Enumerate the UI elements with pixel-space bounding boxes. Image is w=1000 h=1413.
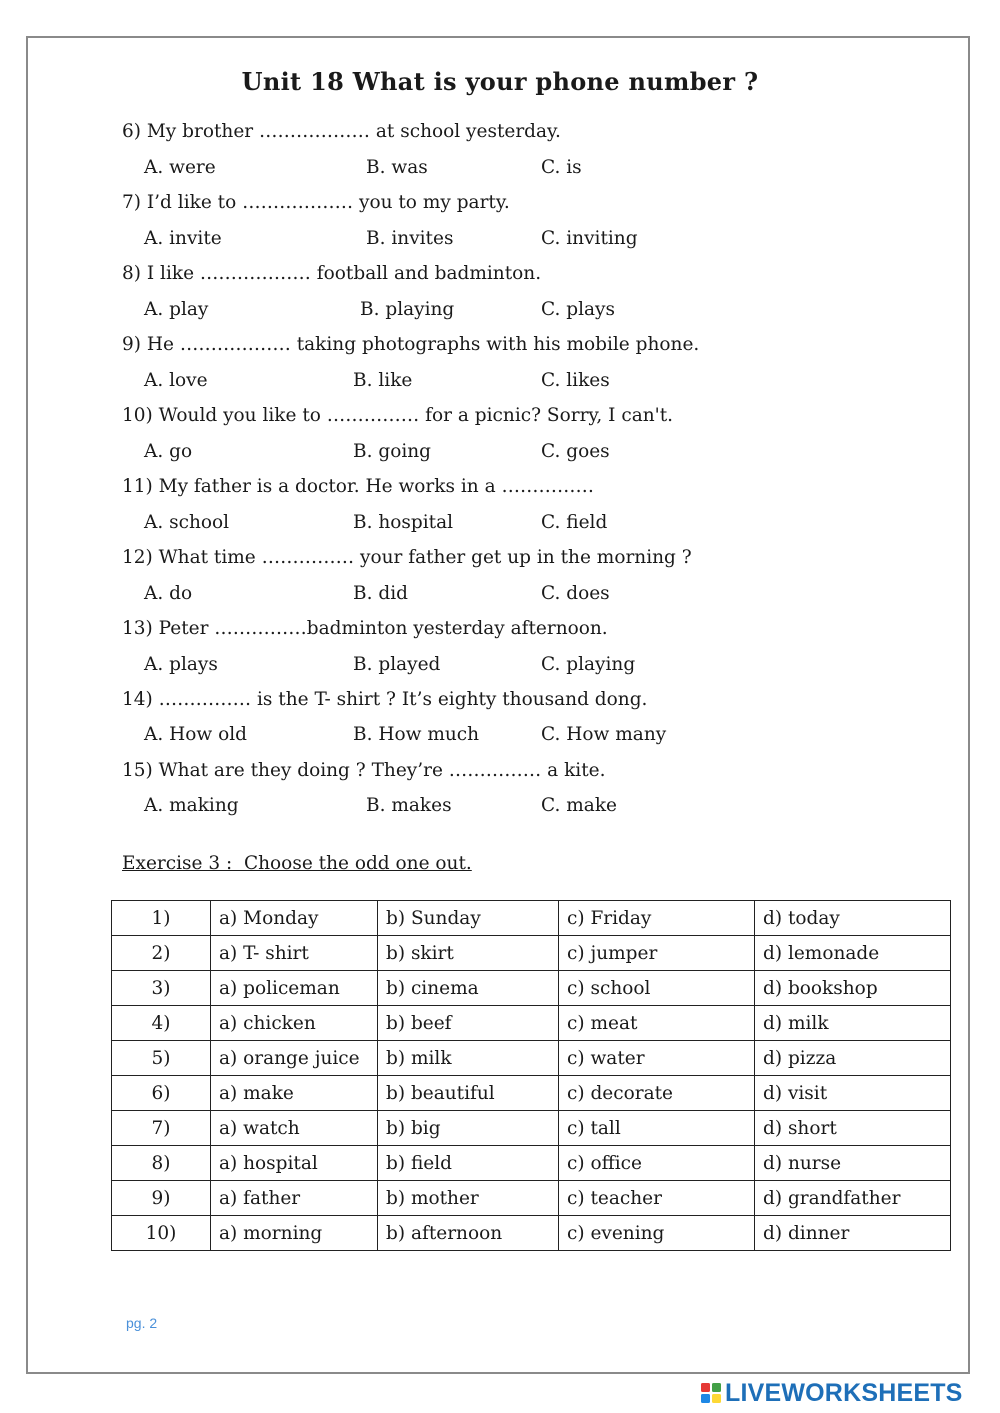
table-row (112, 1076, 951, 1111)
choice-c[interactable]: c) decorate (559, 1076, 755, 1111)
choice-b[interactable]: b) beautiful (378, 1076, 559, 1111)
choice-a[interactable]: a) hospital (211, 1146, 378, 1181)
option-c[interactable]: C. playing (541, 654, 636, 675)
option-b[interactable]: B. played (353, 654, 441, 675)
option-a[interactable]: A. plays (144, 654, 218, 675)
option-a[interactable]: A. were (144, 157, 216, 178)
option-c[interactable]: C. goes (541, 441, 610, 462)
option-b[interactable]: B. hospital (353, 512, 454, 533)
exercise-3-heading: Exercise 3 : Choose the odd one out. (122, 853, 472, 874)
row-number: 4) (112, 1006, 211, 1041)
option-b[interactable]: B. was (366, 157, 428, 178)
choice-a[interactable]: a) father (211, 1181, 378, 1216)
question-stem: 15) What are they doing ? They’re …………… a kite. (122, 760, 606, 781)
choice-d[interactable]: d) bookshop (755, 971, 951, 1006)
row-number: 5) (112, 1041, 211, 1076)
option-c[interactable]: C. plays (541, 299, 615, 320)
choice-c[interactable]: c) office (559, 1146, 755, 1181)
choice-a[interactable]: a) morning (211, 1216, 378, 1251)
choice-b[interactable]: b) cinema (378, 971, 559, 1006)
option-c[interactable]: C. field (541, 512, 608, 533)
brand-name: LIVEWORKSHEETS (725, 1378, 963, 1407)
choice-b[interactable]: b) beef (378, 1006, 559, 1041)
choice-a[interactable]: a) policeman (211, 971, 378, 1006)
option-c[interactable]: C. make (541, 795, 617, 816)
table-row (112, 1006, 951, 1041)
option-b[interactable]: B. going (353, 441, 432, 462)
table-row (112, 1111, 951, 1146)
row-number: 10) (112, 1216, 211, 1251)
question-stem: 6) My brother ……………… at school yesterday. (122, 121, 561, 142)
option-b[interactable]: B. How much (353, 724, 480, 745)
table-row (112, 1181, 951, 1216)
table-row (112, 1146, 951, 1181)
table-row (112, 1041, 951, 1076)
choice-d[interactable]: d) grandfather (755, 1181, 951, 1216)
choice-d[interactable]: d) dinner (755, 1216, 951, 1251)
question-stem: 13) Peter ……………badminton yesterday afternoon. (122, 618, 608, 639)
option-c[interactable]: C. likes (541, 370, 610, 391)
choice-a[interactable]: a) make (211, 1076, 378, 1111)
choice-d[interactable]: d) today (755, 901, 951, 936)
choice-b[interactable]: b) mother (378, 1181, 559, 1216)
option-c[interactable]: C. How many (541, 724, 667, 745)
choice-d[interactable]: d) nurse (755, 1146, 951, 1181)
question-stem: 11) My father is a doctor. He works in a …………… (122, 476, 594, 497)
choice-b[interactable]: b) field (378, 1146, 559, 1181)
choice-b[interactable]: b) Sunday (378, 901, 559, 936)
choice-c[interactable]: c) meat (559, 1006, 755, 1041)
question-stem: 8) I like ……………… football and badminton. (122, 263, 542, 284)
choice-d[interactable]: d) pizza (755, 1041, 951, 1076)
table-row (112, 1216, 951, 1251)
question-stem: 9) He ……………… taking photographs with his mobile phone. (122, 334, 700, 355)
page-number: pg. 2 (126, 1315, 158, 1331)
choice-d[interactable]: d) milk (755, 1006, 951, 1041)
row-number: 2) (112, 936, 211, 971)
choice-c[interactable]: c) teacher (559, 1181, 755, 1216)
option-c[interactable]: C. does (541, 583, 610, 604)
row-number: 6) (112, 1076, 211, 1111)
row-number: 9) (112, 1181, 211, 1216)
choice-d[interactable]: d) short (755, 1111, 951, 1146)
choice-b[interactable]: b) skirt (378, 936, 559, 971)
table-row (112, 901, 951, 936)
odd-one-out-table (111, 900, 951, 1251)
option-a[interactable]: A. play (144, 299, 209, 320)
question-stem: 7) I’d like to ……………… you to my party. (122, 192, 510, 213)
choice-c[interactable]: c) Friday (559, 901, 755, 936)
option-c[interactable]: C. is (541, 157, 582, 178)
option-a[interactable]: A. How old (144, 724, 248, 745)
row-number: 1) (112, 901, 211, 936)
option-a[interactable]: A. invite (144, 228, 222, 249)
choice-c[interactable]: c) water (559, 1041, 755, 1076)
choice-a[interactable]: a) watch (211, 1111, 378, 1146)
liveworksheets-logo-icon (700, 1382, 722, 1404)
option-b[interactable]: B. like (353, 370, 413, 391)
option-a[interactable]: A. making (144, 795, 239, 816)
row-number: 3) (112, 971, 211, 1006)
choice-a[interactable]: a) chicken (211, 1006, 378, 1041)
question-stem: 12) What time …………… your father get up in the morning ? (122, 547, 692, 568)
option-b[interactable]: B. invites (366, 228, 454, 249)
question-stem: 10) Would you like to …………… for a picnic? Sorry, I can't. (122, 405, 674, 426)
option-b[interactable]: B. did (353, 583, 408, 604)
row-number: 7) (112, 1111, 211, 1146)
choice-c[interactable]: c) tall (559, 1111, 755, 1146)
choice-b[interactable]: b) milk (378, 1041, 559, 1076)
table-row (112, 971, 951, 1006)
choice-d[interactable]: d) visit (755, 1076, 951, 1111)
choice-c[interactable]: c) jumper (559, 936, 755, 971)
choice-b[interactable]: b) afternoon (378, 1216, 559, 1251)
liveworksheets-brand[interactable] (700, 1378, 963, 1408)
option-b[interactable]: B. playing (360, 299, 455, 320)
choice-a[interactable]: a) T- shirt (211, 936, 378, 971)
table-row (112, 936, 951, 971)
option-a[interactable]: A. love (144, 370, 208, 391)
choice-c[interactable]: c) evening (559, 1216, 755, 1251)
choice-d[interactable]: d) lemonade (755, 936, 951, 971)
option-a[interactable]: A. school (144, 512, 230, 533)
option-a[interactable]: A. do (144, 583, 193, 604)
option-a[interactable]: A. go (144, 441, 193, 462)
option-c[interactable]: C. inviting (541, 228, 638, 249)
page-title: Unit 18 What is your phone number ? (241, 67, 759, 96)
row-number: 8) (112, 1146, 211, 1181)
choice-c[interactable]: c) school (559, 971, 755, 1006)
choice-a[interactable]: a) Monday (211, 901, 378, 936)
choice-a[interactable]: a) orange juice (211, 1041, 378, 1076)
question-stem: 14) …………… is the T- shirt ? It’s eighty thousand dong. (122, 689, 648, 710)
option-b[interactable]: B. makes (366, 795, 452, 816)
choice-b[interactable]: b) big (378, 1111, 559, 1146)
